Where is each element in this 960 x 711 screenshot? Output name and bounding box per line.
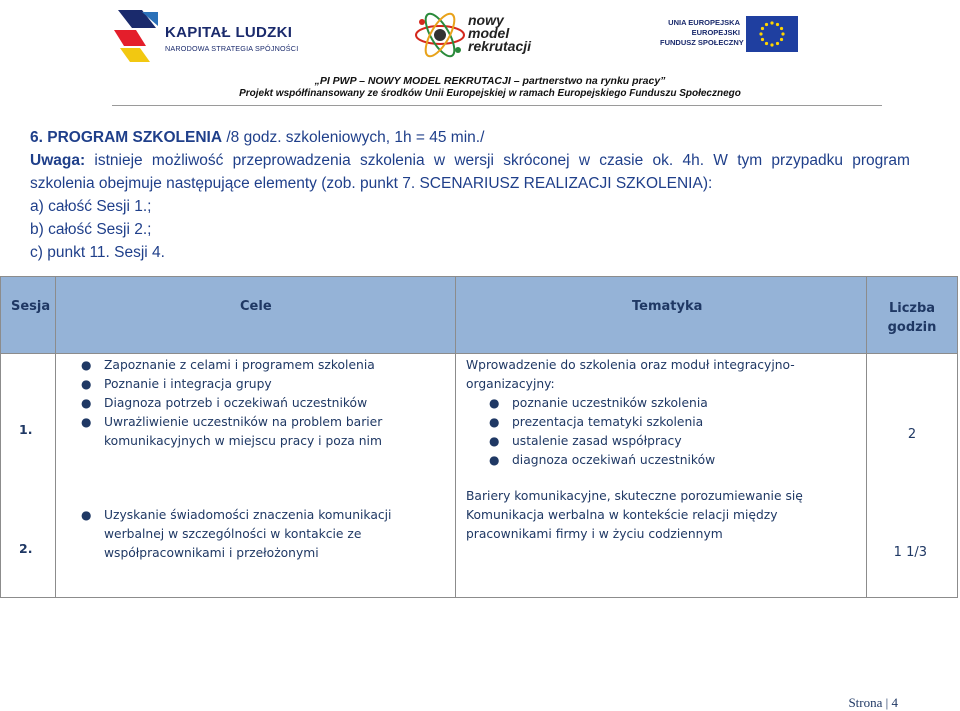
page-number: 4 (891, 695, 898, 710)
header-liczba-line-2: godzin (887, 320, 937, 335)
project-title: „PI PWP – NOWY MODEL REKRUTACJI – partnerstwo na rynku pracy” (314, 75, 666, 87)
program-note-word: skróconej (503, 152, 570, 169)
page-header (0, 0, 960, 110)
row-1-topics-list (488, 394, 795, 470)
program-note-word: czasie (599, 152, 644, 169)
row-1-goals-list (80, 356, 382, 451)
kapital-ludzki-logo (112, 6, 299, 64)
eu-logo-line-3: FUNDUSZ SPOŁECZNY (660, 38, 744, 47)
eu-star-icon (770, 21, 773, 24)
program-note-word: ok. (652, 152, 674, 169)
eu-logo (660, 14, 800, 54)
eu-logo-text (660, 18, 744, 48)
list-item (488, 394, 795, 413)
row-2-hours: 1 1/3 (893, 545, 927, 560)
row-1-hours-cell (866, 353, 958, 479)
header-sesja: Sesja (11, 299, 51, 314)
list-item (80, 375, 382, 394)
row-2-topics (466, 487, 803, 544)
goal-text: współpracownikami i przełożonymi (104, 546, 319, 560)
list-item-continuation (80, 525, 391, 544)
bullet-icon: ● (489, 415, 500, 429)
header-divider (112, 105, 882, 106)
eu-star-icon (761, 27, 764, 30)
program-note-word: wersji (454, 152, 494, 169)
page-footer (848, 695, 898, 711)
program-note-continued: szkolenia obejmuje następujące elementy (zob. punkt 7. SCENARIUSZ REALIZACJI SZKOLENIA): (30, 175, 713, 192)
wordmark-line-1: nowy (468, 12, 504, 28)
eu-logo-line-1: UNIA EUROPEJSKA (668, 18, 740, 27)
wordmark-line-2: model (468, 25, 510, 41)
row-1-topics (466, 356, 795, 470)
nowy-model-rekrutacji-wordmark (468, 14, 531, 53)
eu-star-icon (761, 38, 764, 41)
topic-text: ustalenie zasad współpracy (512, 434, 682, 448)
row-2-goals-cell (55, 479, 456, 598)
goal-text: komunikacyjnych w miejscu pracy i poza nim (104, 434, 382, 448)
row-2-session: 2. (19, 541, 33, 556)
header-cell-cele (55, 276, 456, 354)
row-1-session-cell (0, 353, 56, 479)
list-item (488, 432, 795, 451)
program-note-word: tym (737, 152, 763, 169)
kapital-ludzki-title: KAPITAŁ LUDZKI (165, 24, 293, 41)
header-liczba-line-1: Liczba (888, 301, 936, 316)
program-heading (30, 126, 910, 149)
list-item (488, 451, 795, 470)
kapital-ludzki-subtitle: NARODOWA STRATEGIA SPÓJNOŚCI (165, 44, 299, 53)
header-cell-tematyka (455, 276, 867, 354)
eu-star-icon (765, 42, 768, 45)
bullet-icon: ● (81, 358, 92, 372)
goal-text: Uwrażliwienie uczestników na problem barier (104, 415, 383, 429)
bullet-icon: ● (81, 508, 92, 522)
program-item-b: b) całość Sesji 2.; (30, 221, 152, 238)
program-note (30, 149, 910, 172)
row-1-hours: 2 (907, 427, 917, 442)
row-1-goals-cell (55, 353, 456, 479)
list-item-continuation (80, 544, 391, 563)
row-1-session: 1. (19, 422, 33, 437)
eu-star-icon (776, 42, 779, 45)
row-2-goals-list (80, 506, 391, 563)
row-2-topic-line-1: Bariery komunikacyjne, skuteczne porozumiewanie się (466, 489, 803, 503)
program-note-label: Uwaga: (30, 152, 86, 169)
header-liczba-godzin (867, 299, 957, 337)
program-note-word: W (713, 152, 728, 169)
goal-text: Poznanie i integracja grupy (104, 377, 272, 391)
program-note-word: w (578, 152, 591, 169)
goal-text: werbalnej w szczególności w kontakcie ze (104, 527, 362, 541)
list-item (80, 394, 382, 413)
row-2-topic-line-3: pracownikami firmy i w życiu codziennym (466, 527, 723, 541)
row-1-topics-cell (455, 353, 867, 479)
row-2-topics-cell (455, 479, 867, 598)
row-2-topic-line-2: Komunikacja werbalna w kontekście relacji między (466, 508, 778, 522)
list-item (80, 413, 382, 432)
header-tematyka: Tematyka (632, 299, 703, 314)
program-note-word: istnieje (94, 152, 143, 169)
kapital-ludzki-emblem-icon (112, 6, 160, 64)
list-item (488, 413, 795, 432)
eu-star-icon (780, 38, 783, 41)
header-cell-liczba-godzin (866, 276, 958, 354)
row-1-topic-intro-line-2: organizacyjny: (466, 377, 555, 391)
list-item (80, 356, 382, 375)
program-note-word: w (433, 152, 446, 169)
topic-text: prezentacja tematyki szkolenia (512, 415, 704, 429)
program-table (0, 276, 958, 598)
row-2-hours-cell (866, 479, 958, 598)
eu-star-icon (765, 23, 768, 26)
bullet-icon: ● (81, 415, 92, 429)
goal-text: Zapoznanie z celami i programem szkolenia (104, 358, 375, 372)
header-cell-sesja (0, 276, 56, 354)
goal-text: Diagnoza potrzeb i oczekiwań uczestników (104, 396, 368, 410)
program-note-word: 4h. (682, 152, 705, 169)
program-heading-rest: /8 godz. szkoleniowych, 1h = 45 min./ (222, 129, 485, 146)
row-2-session-cell (0, 479, 56, 598)
list-item (80, 506, 391, 525)
header-cele: Cele (240, 299, 272, 314)
bullet-icon: ● (489, 434, 500, 448)
page-separator: | (885, 695, 889, 710)
topic-text: diagnoza oczekiwań uczestników (512, 453, 716, 467)
topic-text: poznanie uczestników szkolenia (512, 396, 708, 410)
program-note-word: przeprowadzenia (232, 152, 351, 169)
list-item-continuation (80, 432, 382, 451)
program-item-c: c) punkt 11. Sesji 4. (30, 244, 165, 261)
program-note-word: szkolenia (359, 152, 425, 169)
program-intro (30, 126, 910, 264)
bullet-icon: ● (489, 453, 500, 467)
program-note-word: program (852, 152, 910, 169)
wordmark-line-3: rekrutacji (468, 38, 532, 54)
page-label: Strona (848, 695, 883, 710)
program-heading-bold: 6. PROGRAM SZKOLENIA (30, 129, 223, 146)
row-1-topic-intro-line-1: Wprowadzenie do szkolenia oraz moduł integracyjno- (466, 358, 795, 372)
eu-star-icon (759, 32, 762, 35)
bullet-icon: ● (81, 396, 92, 410)
nowy-model-rekrutacji-logo (412, 8, 542, 62)
atom-icon (412, 8, 468, 62)
eu-star-icon (770, 43, 773, 46)
project-subtitle: Projekt współfinansowany ze środków Unii Europejskiej w ramach Europejskiego Funduszu Społecznego (239, 88, 741, 99)
eu-star-icon (781, 32, 784, 35)
program-note-word: możliwość (151, 152, 224, 169)
bullet-icon: ● (489, 396, 500, 410)
bullet-icon: ● (81, 377, 92, 391)
goal-text: Uzyskanie świadomości znaczenia komunikacji (104, 508, 392, 522)
program-note-word: przypadku (771, 152, 843, 169)
program-item-a: a) całość Sesji 1.; (30, 198, 152, 215)
eu-star-icon (776, 23, 779, 26)
eu-star-icon (780, 27, 783, 30)
eu-logo-line-2: EUROPEJSKI (691, 28, 740, 37)
eu-flag-icon (746, 16, 798, 52)
